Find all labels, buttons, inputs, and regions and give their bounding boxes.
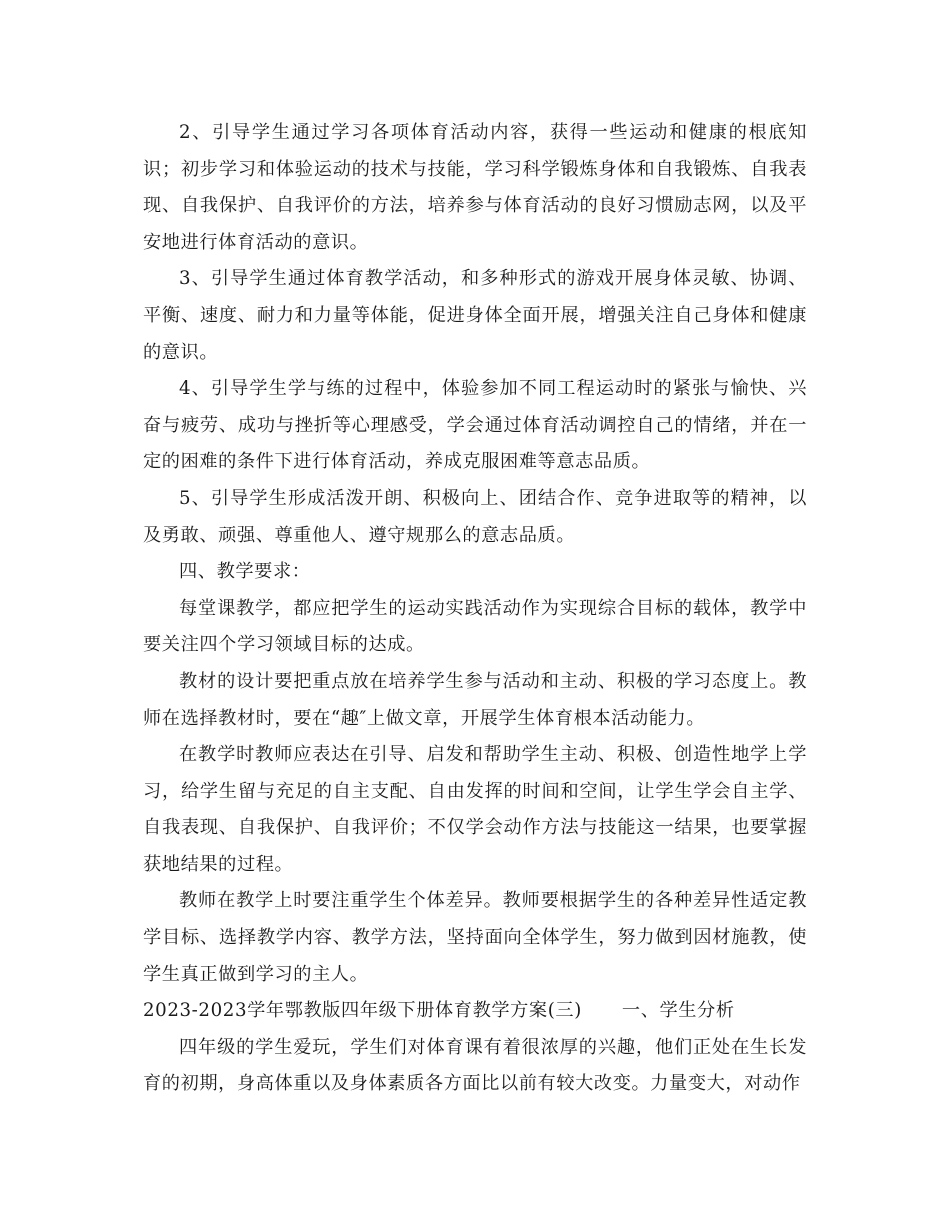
paragraph-goal-4: 4、引导学生学与练的过程中，体验参加不同工程运动时的紧张与愉快、兴奋与疲劳、成功与挫折等心理感受，学会通过体育活动调控自己的情绪，并在一定的困难的条件下进行体育活动，养成克服困难等意志品质。: [143, 378, 807, 473]
paragraph-requirement-2: 教材的设计要把重点放在培养学生参与活动和主动、积极的学习态度上。教师在选择教材时，要在“趣″上做文章，开展学生体育根本活动能力。: [143, 670, 807, 729]
section-heading-requirements: 四、教学要求：: [179, 561, 311, 583]
paragraph-student-analysis: 四年级的学生爱玩，学生们对体育课有着很浓厚的兴趣，他们正处在生长发育的初期，身高体重以及身体素质各方面比以前有较大改变。力量变大，对动作: [143, 1036, 807, 1095]
paragraph-goal-5: 5、引导学生形成活泼开朗、积极向上、团结合作、竞争进取等的精神，以及勇敢、顽强、尊重他人、遵守规那么的意志品质。: [143, 487, 807, 546]
paragraph-goal-3: 3、引导学生通过体育教学活动，和多种形式的游戏开展身体灵敏、协调、平衡、速度、耐力和力量等体能，促进身体全面开展，增强关注自己身体和健康的意识。: [143, 268, 807, 363]
paragraph-goal-2: 2、引导学生通过学习各项体育活动内容，获得一些运动和健康的根底知识；初步学习和体验运动的技术与技能，学习科学锻炼身体和自我锻炼、自我表现、自我保护、自我评价的方法，培养参与体育活动的良好习惯励志网，以及平安地进行体育活动的意识。: [143, 122, 807, 253]
document-body: [143, 115, 807, 1103]
first-section-heading: 一、学生分析: [621, 1000, 735, 1022]
paragraph-requirement-1: 每堂课教学，都应把学生的运动实践活动作为实现综合目标的载体，教学中要关注四个学习领域目标的达成。: [143, 597, 807, 656]
document-title: 2023-2023学年鄂教版四年级下册体育教学方案(三): [143, 1000, 582, 1022]
paragraph-requirement-3: 在教学时教师应表达在引导、启发和帮助学生主动、积极、创造性地学上学习，给学生留与充足的自主支配、自由发挥的时间和空间，让学生学会自主学、自我表现、自我保护、自我评价；不仅学会动作方法与技能这一结果，也要掌握获地结果的过程。: [143, 744, 807, 875]
document-title-line: [143, 993, 807, 1030]
paragraph-requirement-4: 教师在教学上时要注重学生个体差异。教师要根据学生的各种差异性适定教学目标、选择教学内容、教学方法，坚持面向全体学生，努力做到因材施教，使学生真正做到学习的主人。: [143, 890, 807, 985]
